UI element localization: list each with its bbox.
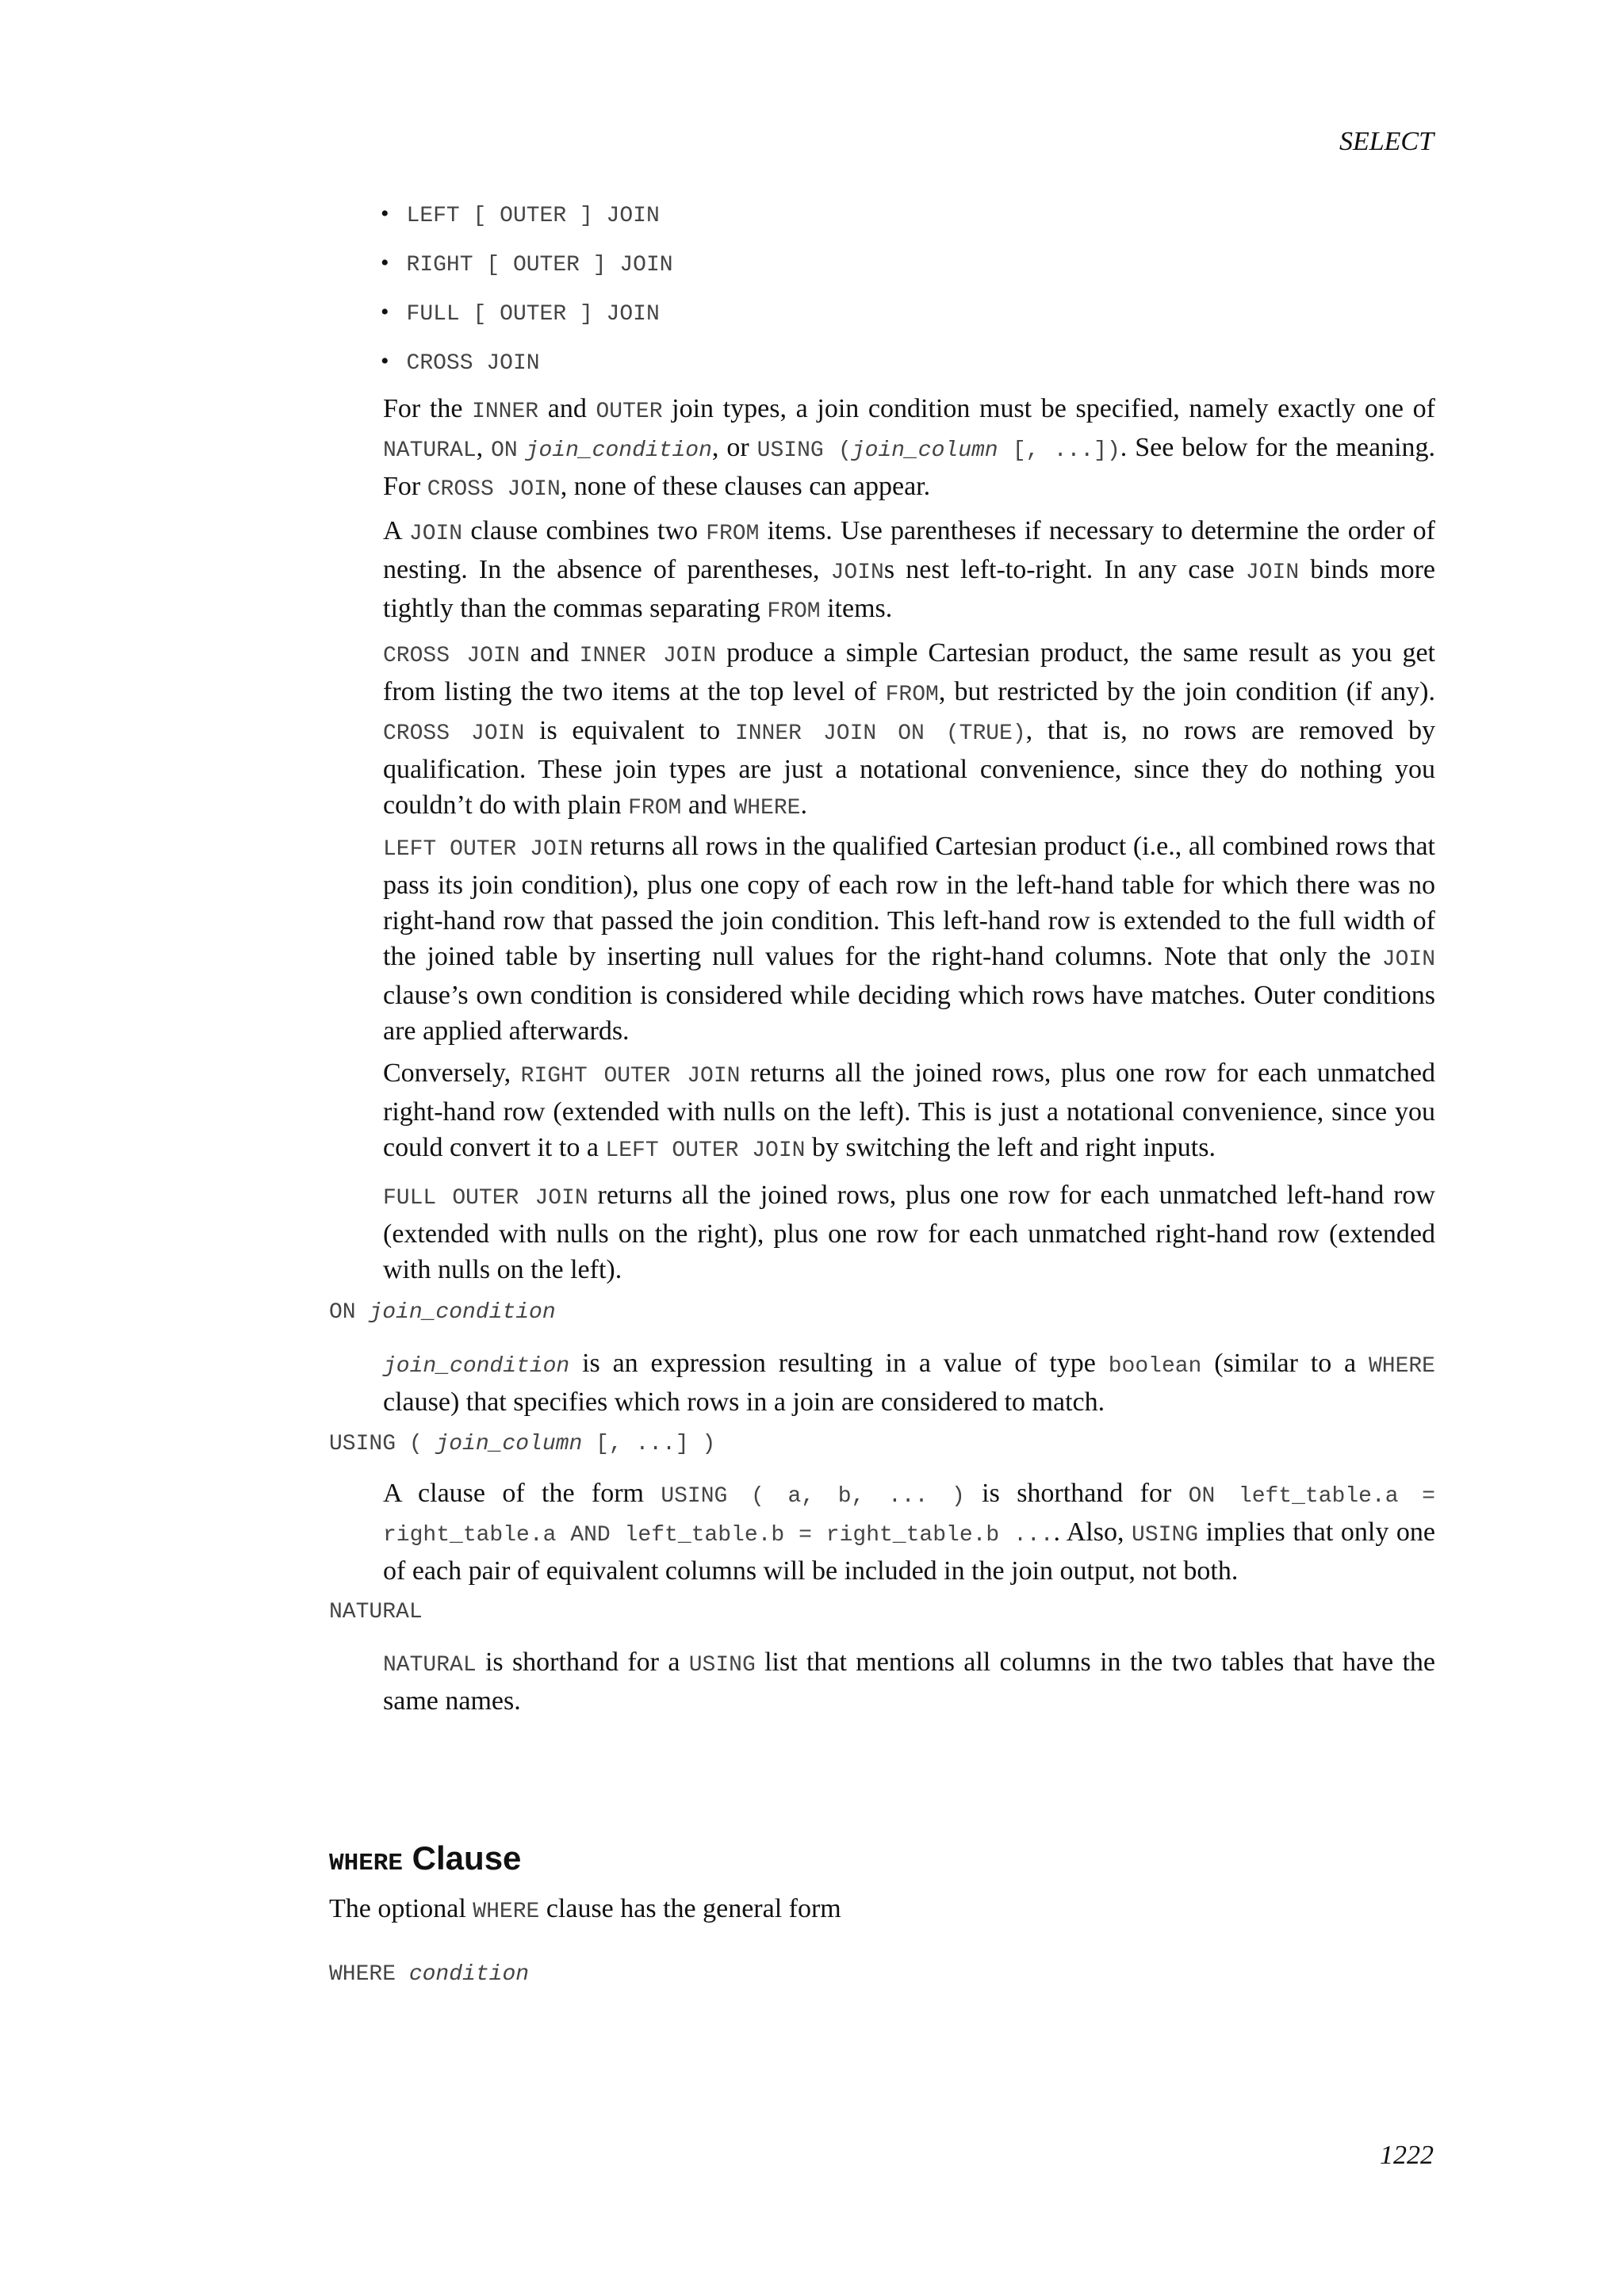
where-intro: The optional WHERE clause has the general form	[329, 1894, 841, 1924]
join-type-list	[381, 198, 673, 395]
page-number: 1222	[1380, 2141, 1434, 2170]
list-item: • RIGHT [ OUTER ] JOIN	[381, 250, 673, 277]
where-syntax: WHERE condition	[329, 1962, 530, 1987]
term-on: ON join_condition	[329, 1300, 556, 1325]
list-item: • CROSS JOIN	[381, 348, 540, 376]
running-header: SELECT	[1339, 127, 1434, 156]
bullet-icon: •	[381, 299, 389, 325]
paragraph-join-clause: A JOIN clause combines two FROM items. Use parentheses if necessary to determine the order of nesting. In the absence of parentheses, JOINs nest left-to-right. In any case JOIN binds more tightly than the commas separating FROM items.	[383, 516, 1436, 624]
paragraph-left-outer-join: LEFT OUTER JOIN returns all rows in the qualified Cartesian product (i.e., all combined rows that pass its join condition), plus one copy of each row in the left-hand table for which there was no right-hand row that passed the join condition. This left-hand row is extended to the full width of the joined table by inserting null values for the right-hand columns. Note that only the JOIN clause’s own condition is considered while deciding which rows have matches. Outer conditions are applied afterwards.	[383, 832, 1435, 1046]
bullet-icon: •	[381, 250, 389, 276]
list-item: • FULL [ OUTER ] JOIN	[381, 299, 660, 327]
paragraph-cross-inner-join: CROSS JOIN and INNER JOIN produce a simple Cartesian product, the same result as you get from listing the two items at the top level of FROM, but restricted by the join condition (if any). CROSS JOIN is equivalent to INNER JOIN ON (TRUE), that is, no rows are removed by qualification. These join types are just a notational convenience, since they do nothing you couldn’t do with plain FROM and WHERE.	[383, 638, 1435, 821]
bullet-icon: •	[381, 348, 389, 374]
term-using: USING ( join_column [, ...] )	[329, 1432, 716, 1456]
bullet-icon: •	[381, 201, 389, 227]
paragraph-join-condition: For the INNER and OUTER join types, a join condition must be specified, namely exactly one of NATURAL, ON join_condition, or USING (join_column [, ...]). See below for the meaning. For CROSS JOIN, none of these clauses can appear.	[383, 394, 1436, 502]
list-item: • LEFT [ OUTER ] JOIN	[381, 201, 660, 228]
term-natural: NATURAL	[329, 1600, 423, 1624]
definition-on: join_condition is an expression resulting in a value of type boolean (similar to a WHERE clause) that specifies which rows in a join are considered to match.	[383, 1349, 1435, 1417]
definition-using: A clause of the form USING ( a, b, ... ) is shorthand for ON left_table.a = right_table.a AND left_table.b = right_table.b .... Also, USING implies that only one of each pair of equivalent columns will be included in the join output, not both.	[383, 1479, 1435, 1586]
paragraph-full-outer-join: FULL OUTER JOIN returns all the joined rows, plus one row for each unmatched left-hand row (extended with nulls on the right), plus one row for each unmatched right-hand row (extended with nulls on the left).	[383, 1181, 1435, 1284]
definition-natural: NATURAL is shorthand for a USING list that mentions all columns in the two tables that have the same names.	[383, 1647, 1435, 1716]
section-heading-where: WHERE Clause	[329, 1839, 522, 1877]
paragraph-right-outer-join: Conversely, RIGHT OUTER JOIN returns all the joined rows, plus one row for each unmatched right-hand row (extended with nulls on the left). This is just a notational convenience, since you could convert it to a LEFT OUTER JOIN by switching the left and right inputs.	[383, 1058, 1435, 1163]
